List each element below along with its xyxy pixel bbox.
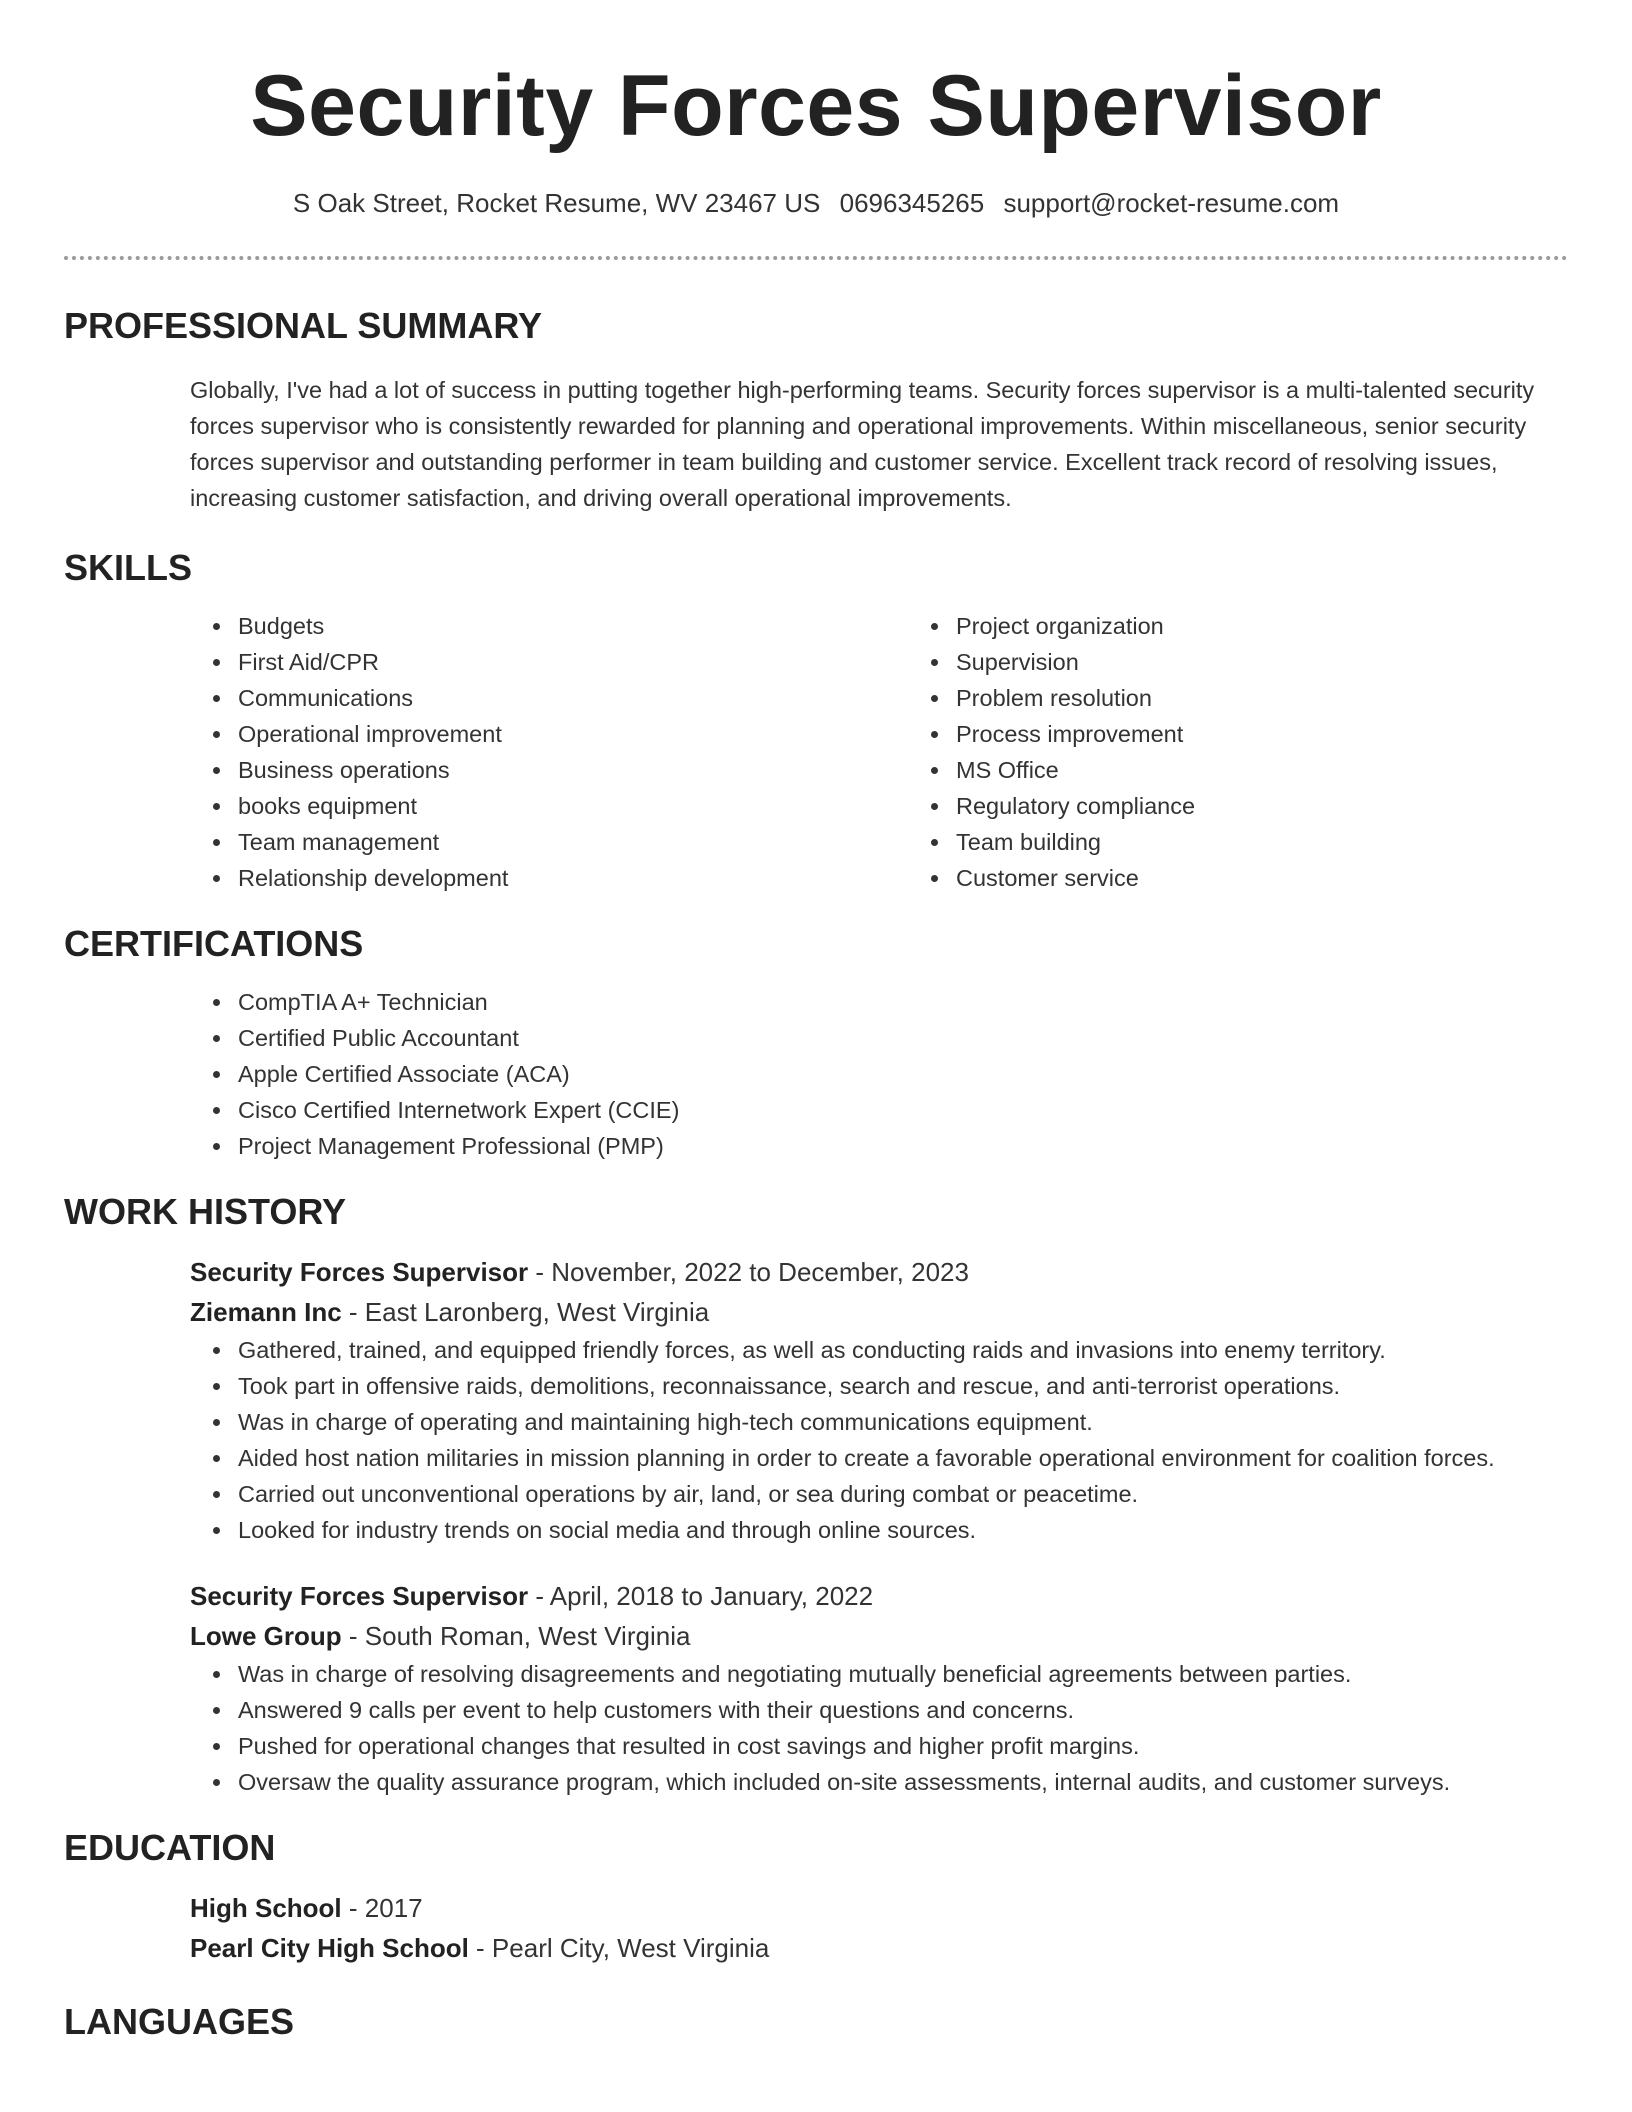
- job-bullet: • Gathered, trained, and equipped friendly forces, as well as conducting raids and invasions into enemy territory.: [234, 1332, 1568, 1368]
- education-school-line: [190, 1928, 1568, 1968]
- job-company: Ziemann Inc: [190, 1297, 342, 1327]
- certification-item: • Cisco Certified Internetwork Expert (CCIE): [234, 1092, 1568, 1128]
- skills-columns: [64, 608, 1568, 896]
- job-bullets: [64, 1332, 1568, 1548]
- job-bullet: • Pushed for operational changes that resulted in cost savings and higher profit margins.: [234, 1728, 1568, 1764]
- job-bullet: • Carried out unconventional operations by air, land, or sea during combat or peacetime.: [234, 1476, 1568, 1512]
- section-title-languages: LANGUAGES: [64, 2001, 295, 2042]
- education-entry: [64, 1888, 1568, 1968]
- skill-item: • Problem resolution: [952, 680, 1632, 716]
- skill-item: • Operational improvement: [234, 716, 914, 752]
- skills-list-left: [64, 608, 914, 896]
- education-degree: High School: [190, 1893, 342, 1923]
- job-entry: [64, 1252, 1568, 1332]
- job-location: - East Laronberg, West Virginia: [341, 1297, 710, 1327]
- job-entry: [64, 1576, 1568, 1656]
- contact-address: S Oak Street, Rocket Resume, WV 23467 US: [292, 188, 821, 218]
- job-bullets: [64, 1656, 1568, 1800]
- contact-email: support@rocket-resume.com: [1003, 188, 1340, 218]
- job-bullet: • Took part in offensive raids, demolitions, reconnaissance, search and rescue, and anti-terrorist operations.: [234, 1368, 1568, 1404]
- skill-item: • Customer service: [952, 860, 1632, 896]
- skill-item: • First Aid/CPR: [234, 644, 914, 680]
- job-dates: - April, 2018 to January, 2022: [528, 1581, 874, 1611]
- section-title-work-history: WORK HISTORY: [64, 1191, 347, 1232]
- section-title-certifications: CERTIFICATIONS: [64, 923, 364, 964]
- summary-text: Globally, I've had a lot of success in putting together high-performing teams. Security forces supervisor is a multi-talented security forces supervisor who is consistently rewarded for planning and operational improvements. Within miscellaneous, senior security forces supervisor and outstanding performer in team building and customer service. Excellent track record of resolving issues, increasing customer satisfaction, and driving overall operational improvements.: [190, 377, 1535, 511]
- section-title-education: EDUCATION: [64, 1827, 276, 1868]
- job-role: Security Forces Supervisor: [190, 1581, 529, 1611]
- skill-item: • MS Office: [952, 752, 1632, 788]
- job-company: Lowe Group: [190, 1621, 342, 1651]
- certifications-list: [64, 984, 1568, 1164]
- job-location: - South Roman, West Virginia: [341, 1621, 691, 1651]
- job-bullet: • Looked for industry trends on social media and through online sources.: [234, 1512, 1568, 1548]
- skill-item: • Regulatory compliance: [952, 788, 1632, 824]
- skills-list-right: [914, 608, 1632, 896]
- skill-item: • Project organization: [952, 608, 1632, 644]
- skill-item: • Supervision: [952, 644, 1632, 680]
- resume-name: Security Forces Supervisor: [250, 58, 1382, 154]
- skill-item: • Relationship development: [234, 860, 914, 896]
- job-dates: - November, 2022 to December, 2023: [528, 1257, 969, 1287]
- job-bullet: • Answered 9 calls per event to help customers with their questions and concerns.: [234, 1692, 1568, 1728]
- certification-item: • Apple Certified Associate (ACA): [234, 1056, 1568, 1092]
- section-title-summary: PROFESSIONAL SUMMARY: [64, 305, 543, 346]
- job-bullet: • Was in charge of resolving disagreements and negotiating mutually beneficial agreements between parties.: [234, 1656, 1568, 1692]
- job-company-line: [190, 1616, 1568, 1656]
- skill-item: • Communications: [234, 680, 914, 716]
- skill-item: • Business operations: [234, 752, 914, 788]
- skill-item: • Team building: [952, 824, 1632, 860]
- job-role-line: [190, 1252, 1568, 1292]
- skill-item: • Team management: [234, 824, 914, 860]
- job-role: Security Forces Supervisor: [190, 1257, 529, 1287]
- section-title-skills: SKILLS: [64, 547, 193, 588]
- education-location: - Pearl City, West Virginia: [468, 1933, 770, 1963]
- skill-item: • Process improvement: [952, 716, 1632, 752]
- education-year: - 2017: [341, 1893, 423, 1923]
- job-bullet: • Aided host nation militaries in mission planning in order to create a favorable operational environment for coalition forces.: [234, 1440, 1568, 1476]
- job-bullet: • Oversaw the quality assurance program, which included on-site assessments, internal audits, and customer surveys.: [234, 1764, 1568, 1800]
- job-company-line: [190, 1292, 1568, 1332]
- header-divider: [64, 256, 1568, 260]
- job-role-line: [190, 1576, 1568, 1616]
- contact-line: [64, 188, 1568, 218]
- skill-item: • Budgets: [234, 608, 914, 644]
- education-degree-line: [190, 1888, 1568, 1928]
- skill-item: • books equipment: [234, 788, 914, 824]
- certification-item: • CompTIA A+ Technician: [234, 984, 1568, 1020]
- contact-phone: 0696345265: [839, 188, 985, 218]
- education-school: Pearl City High School: [190, 1933, 469, 1963]
- job-bullet: • Was in charge of operating and maintaining high-tech communications equipment.: [234, 1404, 1568, 1440]
- certification-item: • Project Management Professional (PMP): [234, 1128, 1568, 1164]
- certification-item: • Certified Public Accountant: [234, 1020, 1568, 1056]
